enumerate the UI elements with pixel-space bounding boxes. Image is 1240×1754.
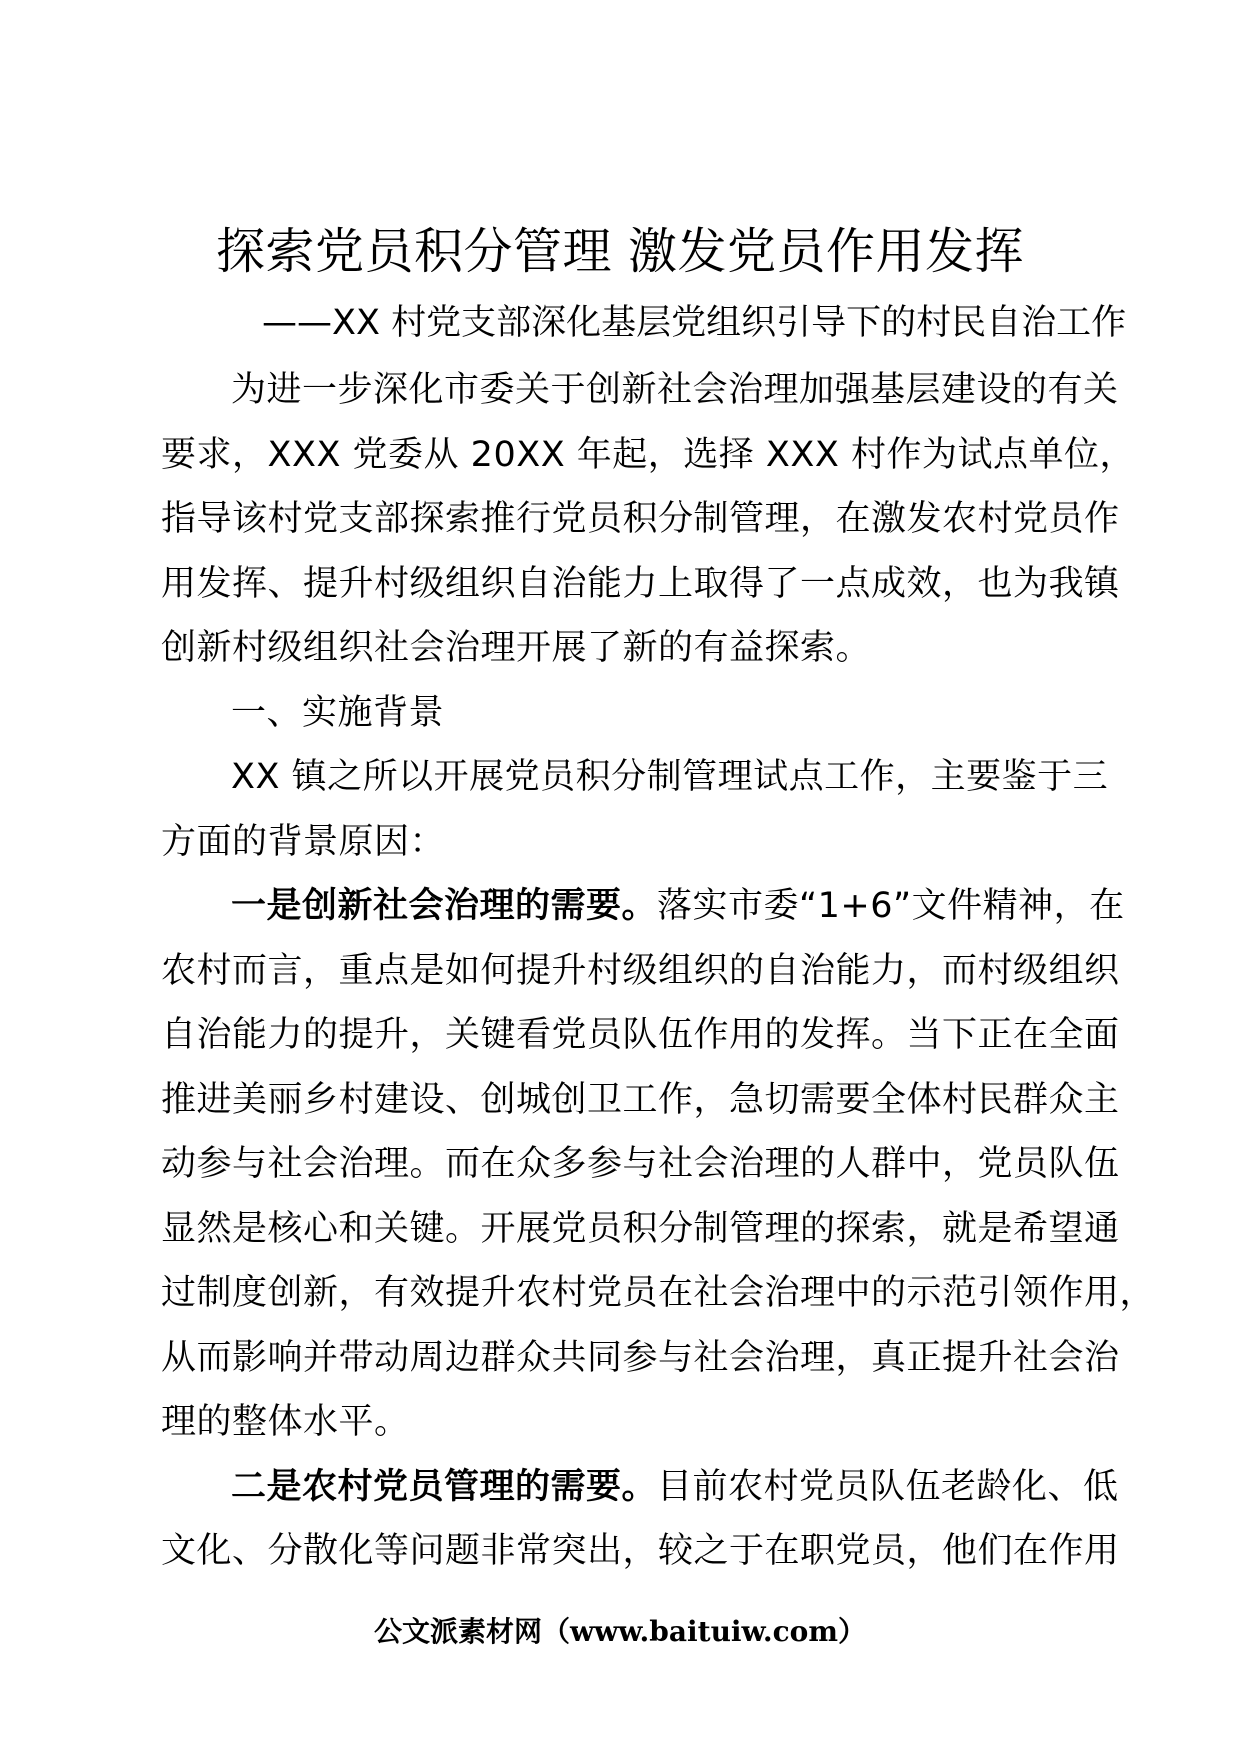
text-line: 理的整体水平。: [161, 1402, 410, 1442]
text-line: XX 镇之所以开展党员积分制管理试点工作，主要鉴于三: [231, 757, 1109, 797]
reason-two-paragraph: [161, 1455, 1120, 1584]
intro-paragraph: [161, 358, 1135, 681]
text-line: 过制度创新，有效提升农村党员在社会治理中的示范引领作用，: [161, 1273, 1156, 1313]
text-line: 从而影响并带动周边群众共同参与社会治理，真正提升社会治: [161, 1337, 1120, 1378]
text-line: 创新村级组织社会治理开展了新的有益探索。: [161, 628, 872, 668]
reason-two-first-line: 目前农村党员队伍老龄化、低: [657, 1466, 1119, 1507]
reason-two-lead: 二是农村党员管理的需要。: [231, 1466, 658, 1507]
text-line: 推进美丽乡村建设、创城创卫工作，急切需要全体村民群众主: [161, 1079, 1120, 1120]
background-paragraph: [161, 745, 1109, 874]
document-subtitle: ——XX 村党支部深化基层党组织引导下的村民自治工作: [262, 303, 1127, 343]
text-line: 指导该村党支部探索推行党员积分制管理，在激发农村党员作: [161, 499, 1120, 539]
footer-watermark: 公文派素材网（www.baituiw.com）: [374, 1615, 866, 1648]
document-body: [161, 358, 1156, 1584]
text-line: 农村而言，重点是如何提升村级组织的自治能力，而村级组织: [161, 950, 1120, 991]
reason-one-lead: 一是创新社会治理的需要。: [231, 886, 658, 926]
text-line: 自治能力的提升，关键看党员队伍作用的发挥。当下正在全面: [161, 1015, 1120, 1055]
text-line: 为进一步深化市委关于创新社会治理加强基层建设的有关: [231, 370, 1119, 410]
text-line: 方面的背景原因：: [161, 821, 446, 862]
text-line: [161, 874, 1125, 939]
text-line: 动参与社会治理。而在众多参与社会治理的人群中，党员队伍: [161, 1144, 1120, 1184]
text-line: 用发挥、提升村级组织自治能力上取得了一点成效，也为我镇: [161, 563, 1120, 604]
text-line: [161, 1455, 1119, 1520]
text-line: 显然是核心和关键。开展党员积分制管理的探索，就是希望通: [161, 1208, 1120, 1249]
document-title: 探索党员积分管理 激发党员作用发挥: [215, 223, 1025, 280]
section-heading: [161, 681, 1091, 746]
text-line: 要求，XXX 党委从 20XX 年起，选择 XXX 村作为试点单位，: [161, 434, 1135, 475]
section-heading-text: 一、实施背景: [231, 692, 445, 733]
text-line: 文化、分散化等问题非常突出，较之于在职党员，他们在作用: [161, 1531, 1120, 1571]
reason-one-paragraph: [161, 874, 1156, 1455]
reason-one-first-line: 落实市委“1+6”文件精神，在: [657, 886, 1125, 926]
